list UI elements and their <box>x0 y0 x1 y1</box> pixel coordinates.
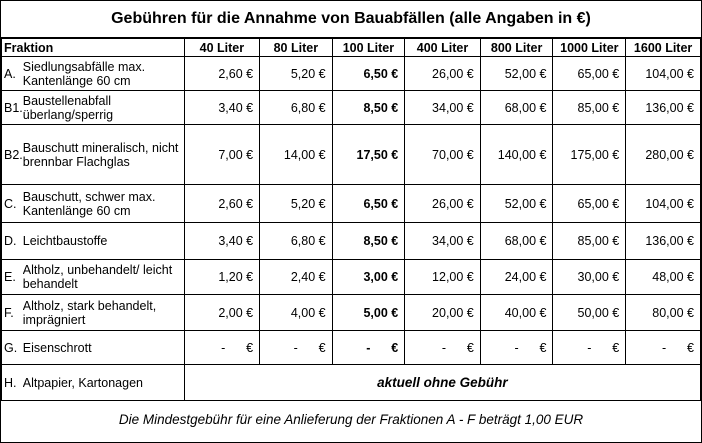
price-cell: 2,40 € <box>260 260 333 295</box>
footer-row <box>2 401 701 439</box>
table-row <box>2 223 701 260</box>
column-header: 800 Liter <box>480 39 553 57</box>
fee-table <box>1 38 701 438</box>
price-cell: 30,00 € <box>553 260 626 295</box>
column-header: 100 Liter <box>332 39 405 57</box>
price-cell: 24,00 € <box>480 260 553 295</box>
table-row <box>2 365 701 401</box>
table-row <box>2 295 701 331</box>
column-header: 1600 Liter <box>626 39 701 57</box>
price-cell: 3,00 € <box>332 260 405 295</box>
row-code: B1. <box>2 91 23 125</box>
row-code: G. <box>2 331 23 365</box>
row-name: Bauschutt, schwer max. Kantenlänge 60 cm <box>23 185 184 223</box>
price-cell: 6,80 € <box>260 91 333 125</box>
row-name: Altpapier, Kartonagen <box>23 365 184 401</box>
price-cell: 50,00 € <box>553 295 626 331</box>
row-name: Bauschutt mineralisch, nicht brennbar Flachglas <box>23 125 184 185</box>
price-cell: 65,00 € <box>553 185 626 223</box>
price-cell: 68,00 € <box>480 223 553 260</box>
row-code: A. <box>2 57 23 91</box>
column-header: 400 Liter <box>405 39 481 57</box>
price-cell: 52,00 € <box>480 57 553 91</box>
price-cell: 5,20 € <box>260 57 333 91</box>
price-cell: 6,50 € <box>332 57 405 91</box>
price-cell: 85,00 € <box>553 223 626 260</box>
column-header: Fraktion <box>2 39 185 57</box>
price-cell: 80,00 € <box>626 295 701 331</box>
price-cell: 1,20 € <box>184 260 259 295</box>
price-cell: 6,80 € <box>260 223 333 260</box>
price-cell: 140,00 € <box>480 125 553 185</box>
price-cell: 104,00 € <box>626 57 701 91</box>
table-row <box>2 57 701 91</box>
price-cell: 2,60 € <box>184 185 259 223</box>
row-code: F. <box>2 295 23 331</box>
table-row <box>2 91 701 125</box>
price-cell: - € <box>260 331 333 365</box>
page-title: Gebühren für die Annahme von Bauabfällen (alle Angaben in €) <box>1 1 701 38</box>
price-cell: 5,20 € <box>260 185 333 223</box>
table-row <box>2 185 701 223</box>
table-row <box>2 260 701 295</box>
price-cell: 52,00 € <box>480 185 553 223</box>
table-row <box>2 331 701 365</box>
price-cell: 2,60 € <box>184 57 259 91</box>
price-cell: 104,00 € <box>626 185 701 223</box>
row-name: Leichtbaustoffe <box>23 223 184 260</box>
price-cell: - € <box>405 331 481 365</box>
price-cell: 8,50 € <box>332 223 405 260</box>
price-cell: 175,00 € <box>553 125 626 185</box>
price-cell: 6,50 € <box>332 185 405 223</box>
price-cell: 34,00 € <box>405 223 481 260</box>
price-cell: 40,00 € <box>480 295 553 331</box>
price-cell: 136,00 € <box>626 91 701 125</box>
column-header: 80 Liter <box>260 39 333 57</box>
row-name: Baustellenabfall überlang/sperrig <box>23 91 184 125</box>
table-row <box>2 125 701 185</box>
price-cell: 65,00 € <box>553 57 626 91</box>
price-cell: 3,40 € <box>184 223 259 260</box>
row-name: Eisenschrott <box>23 331 184 365</box>
price-cell: - € <box>626 331 701 365</box>
row-code: C. <box>2 185 23 223</box>
row-code: D. <box>2 223 23 260</box>
price-cell: 3,40 € <box>184 91 259 125</box>
price-cell: 20,00 € <box>405 295 481 331</box>
no-fee-note: aktuell ohne Gebühr <box>184 365 700 401</box>
price-cell: - € <box>184 331 259 365</box>
price-cell: 34,00 € <box>405 91 481 125</box>
price-cell: - € <box>480 331 553 365</box>
price-cell: 4,00 € <box>260 295 333 331</box>
minimum-fee-note: Die Mindestgebühr für eine Anlieferung der Fraktionen A - F beträgt 1,00 EUR <box>2 401 701 439</box>
price-cell: 85,00 € <box>553 91 626 125</box>
price-cell: 68,00 € <box>480 91 553 125</box>
price-cell: 48,00 € <box>626 260 701 295</box>
column-header: 40 Liter <box>184 39 259 57</box>
column-header: 1000 Liter <box>553 39 626 57</box>
row-name: Altholz, unbehandelt/ leicht behandelt <box>23 260 184 295</box>
price-cell: - € <box>332 331 405 365</box>
price-cell: 26,00 € <box>405 57 481 91</box>
price-cell: 8,50 € <box>332 91 405 125</box>
row-code: E. <box>2 260 23 295</box>
price-cell: 70,00 € <box>405 125 481 185</box>
price-cell: 136,00 € <box>626 223 701 260</box>
price-cell: 5,00 € <box>332 295 405 331</box>
price-cell: 26,00 € <box>405 185 481 223</box>
row-name: Siedlungsabfälle max. Kantenlänge 60 cm <box>23 57 184 91</box>
price-cell: 14,00 € <box>260 125 333 185</box>
row-code: H. <box>2 365 23 401</box>
price-cell: 12,00 € <box>405 260 481 295</box>
price-cell: 2,00 € <box>184 295 259 331</box>
row-code: B2. <box>2 125 23 185</box>
price-cell: 17,50 € <box>332 125 405 185</box>
table-header-row <box>2 39 701 57</box>
row-name: Altholz, stark behandelt, imprägniert <box>23 295 184 331</box>
price-cell: - € <box>553 331 626 365</box>
price-cell: 7,00 € <box>184 125 259 185</box>
price-cell: 280,00 € <box>626 125 701 185</box>
